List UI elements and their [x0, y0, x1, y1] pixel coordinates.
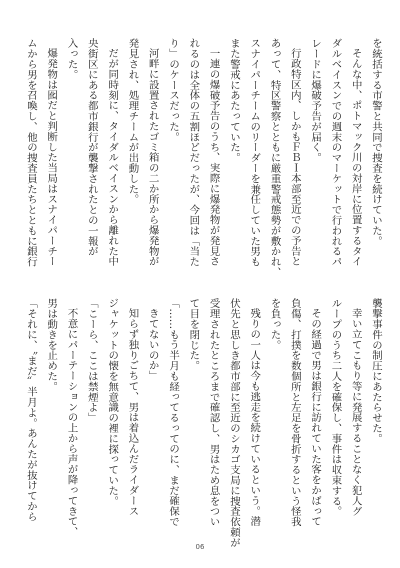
text-column: 幸い立てこもり等に発展することなく犯人グ	[349, 308, 362, 517]
text-column: 伏先と思しき都市部に至近のシカゴ支局に捜査依頼が	[227, 298, 240, 548]
text-block-upper	[20, 38, 386, 278]
text-column: 不意にパーテーションの上から声が降ってきて、	[65, 308, 78, 538]
text-column: 襲撃事件の制圧にあたらせた。	[370, 298, 382, 444]
text-column: 知らず独りごちて、男は着込んだライダース	[126, 308, 139, 517]
text-column: その経過で男は銀行に訪れていた客をかばって	[309, 308, 322, 527]
text-column: れるのは全体の五割ほどだったが、今回は「当た	[187, 38, 200, 267]
text-column: 残りの一人は今も逃走を続けているという。潜	[248, 308, 261, 527]
text-column: 入った。	[65, 38, 78, 80]
text-column: 行政特区内、しかもＦＢＩ本部至近での予告と	[288, 48, 301, 267]
text-column: そんな中、ポトマック川の対岸に位置するタイ	[349, 48, 362, 267]
text-column: り」のケースだった。	[167, 38, 180, 142]
text-column: 受理されたところまで確認し、男はため息をつい	[207, 298, 220, 527]
text-column: 一連の爆破予告のうち、実際に爆発物が発見さ	[207, 48, 220, 267]
text-column: て目を閉じた。	[187, 298, 200, 371]
text-column: きてないのか」	[146, 308, 159, 382]
text-column: ジャケットの懐を無意識の裡に探っていた。	[106, 298, 119, 506]
text-column: スナイパーチームのリーダーを兼任していた男も	[248, 38, 261, 267]
text-column: だが同時刻に、タイダルベイスンから離れた中	[106, 48, 119, 267]
text-column: 河畔に設置されたゴミ箱の二か所から爆発物が	[146, 48, 159, 267]
text-column: を負った。	[268, 298, 281, 350]
text-column: また警戒にあたっていた。	[227, 38, 240, 163]
text-column: 「……もう半月も経ってるってのに、まだ確保で	[167, 298, 180, 527]
text-column: 男は動きを止めた。	[45, 298, 58, 392]
text-column: 「それに、〝まだ〟半月よ。あんたが抜けてから	[24, 298, 37, 522]
text-column: 負傷、打撲を数個所と左足を骨折するという怪我	[288, 298, 301, 527]
text-column: ムから男を召喚し、他の捜査員たちとともに銀行	[24, 38, 37, 267]
text-column: あって、特区警察とともに厳重警戒態勢が敷かれ、	[268, 38, 281, 278]
text-column: 「こーら、ここは禁煙よ」	[85, 298, 98, 423]
text-column: を統括する市警と共同で捜査を続けていた。	[370, 38, 382, 246]
text-column: 央街区にある都市銀行が襲撃されたとの一報が	[85, 38, 98, 257]
text-column: ループのうち二人を確保し、事件は収束する。	[329, 298, 342, 517]
text-column: レードに爆破予告が届く。	[309, 38, 322, 163]
text-column: 発見され、処理チームが出動した。	[126, 38, 139, 205]
page-number: 06	[195, 543, 205, 551]
text-column: ダルベイスンでの週末のマーケットで行われるパ	[329, 38, 342, 267]
text-column: 爆発物は囮だと判断した当局はスナイパーチー	[45, 48, 58, 267]
